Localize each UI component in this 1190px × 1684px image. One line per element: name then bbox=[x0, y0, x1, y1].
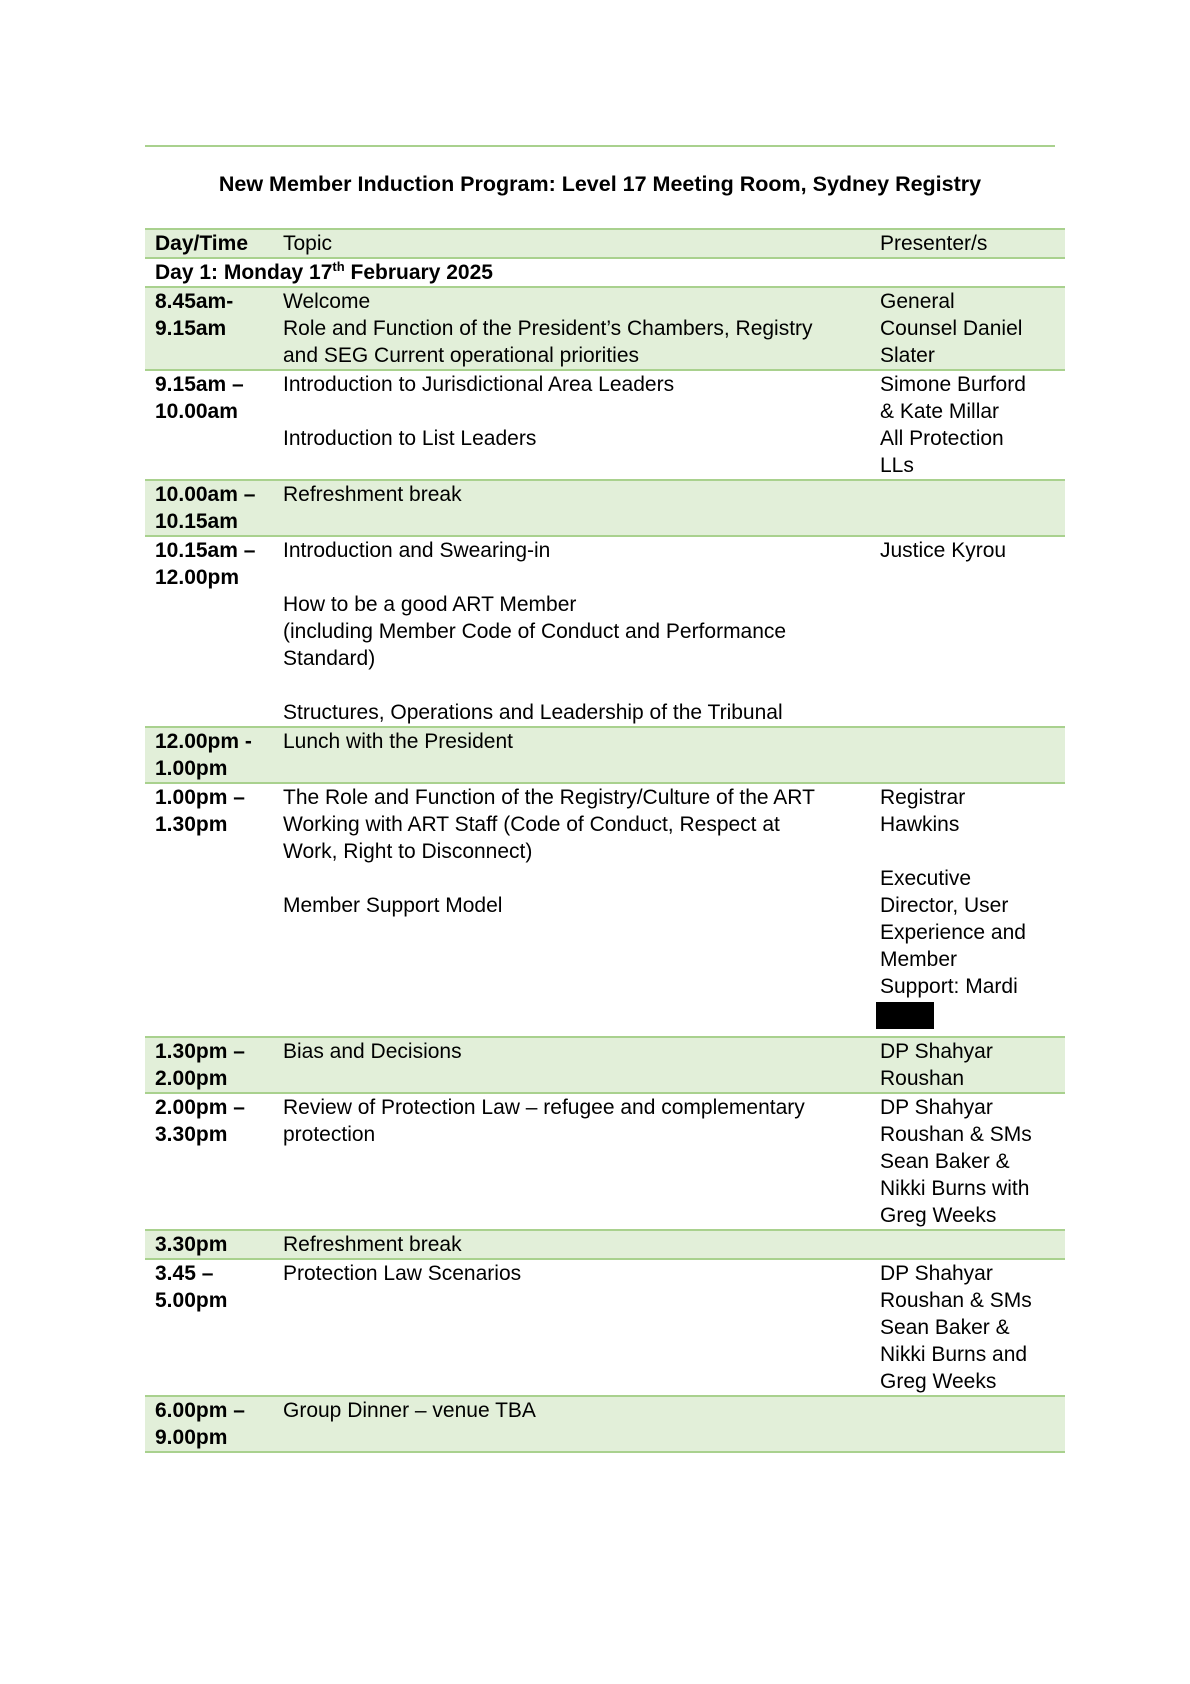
time-line: 1.30pm – bbox=[155, 1040, 245, 1063]
table-row bbox=[145, 287, 1065, 370]
presenter-line: General bbox=[880, 290, 955, 313]
table-row bbox=[145, 1093, 1065, 1230]
time-line: 3.45 – bbox=[155, 1262, 214, 1285]
time-line: 1.30pm bbox=[155, 813, 228, 836]
table-row bbox=[145, 1396, 1065, 1452]
presenter-line: Support: Mardi bbox=[880, 975, 1018, 998]
presenter-line: Counsel Daniel bbox=[880, 317, 1023, 340]
topic-cell bbox=[273, 480, 870, 536]
presenter-line: All Protection bbox=[880, 427, 1004, 450]
table-row bbox=[145, 1259, 1065, 1396]
time-cell bbox=[145, 1037, 273, 1093]
presenter-line: Member bbox=[880, 948, 958, 971]
time-cell bbox=[145, 370, 273, 480]
presenter-line: Greg Weeks bbox=[880, 1370, 997, 1393]
day-heading bbox=[145, 258, 1065, 287]
presenter-line: DP Shahyar bbox=[880, 1040, 993, 1063]
presenter-line: Sean Baker & bbox=[880, 1316, 1010, 1339]
presenter-line: Experience and bbox=[880, 921, 1026, 944]
topic-line: Role and Function of the President’s Chambers, Registry bbox=[283, 317, 813, 340]
presenter-line: Director, User bbox=[880, 894, 1009, 917]
presenter-line: Nikki Burns and bbox=[880, 1343, 1028, 1366]
topic-line: protection bbox=[283, 1123, 376, 1146]
time-line: 10.15am bbox=[155, 510, 238, 533]
day-heading-row bbox=[145, 258, 1065, 287]
topic-cell bbox=[273, 727, 870, 783]
time-line: 9.15am bbox=[155, 317, 227, 340]
topic-line: Work, Right to Disconnect) bbox=[283, 840, 533, 863]
presenter-cell bbox=[870, 727, 1065, 783]
topic-cell bbox=[273, 370, 870, 480]
topic-line: Standard) bbox=[283, 647, 376, 670]
topic-line: Introduction to List Leaders bbox=[283, 427, 537, 450]
time-cell bbox=[145, 1396, 273, 1452]
presenter-line: Greg Weeks bbox=[880, 1204, 997, 1227]
table-row bbox=[145, 480, 1065, 536]
topic-line bbox=[283, 865, 860, 892]
topic-cell bbox=[273, 783, 870, 1037]
presenter-line: DP Shahyar bbox=[880, 1262, 993, 1285]
time-line: 10.00am – bbox=[155, 483, 256, 506]
time-line: 8.45am- bbox=[155, 290, 234, 313]
topic-line: Member Support Model bbox=[283, 894, 503, 917]
presenter-line: Nikki Burns with bbox=[880, 1177, 1030, 1200]
table-row bbox=[145, 783, 1065, 1037]
time-cell bbox=[145, 536, 273, 727]
table-header-row bbox=[145, 229, 1065, 258]
presenter-line: DP Shahyar bbox=[880, 1096, 993, 1119]
presenter-line: Executive bbox=[880, 867, 972, 890]
topic-line bbox=[283, 564, 860, 591]
time-cell bbox=[145, 1259, 273, 1396]
time-line: 12.00pm bbox=[155, 566, 240, 589]
top-rule bbox=[145, 145, 1055, 147]
presenter-cell bbox=[870, 287, 1065, 370]
presenter-line: Simone Burford bbox=[880, 373, 1026, 396]
header-presenter: Presenter/s bbox=[870, 229, 1065, 258]
time-line: 1.00pm – bbox=[155, 786, 245, 809]
topic-line: The Role and Function of the Registry/Culture of the ART bbox=[283, 786, 815, 809]
topic-line: Working with ART Staff (Code of Conduct, Respect at bbox=[283, 813, 780, 836]
topic-line: How to be a good ART Member bbox=[283, 593, 577, 616]
program-table bbox=[145, 228, 1065, 1453]
time-cell bbox=[145, 783, 273, 1037]
presenter-line: Roushan & SMs bbox=[880, 1123, 1032, 1146]
time-line: 9.00pm bbox=[155, 1426, 228, 1449]
presenter-cell bbox=[870, 1093, 1065, 1230]
topic-line: Review of Protection Law – refugee and complementary bbox=[283, 1096, 805, 1119]
time-cell bbox=[145, 480, 273, 536]
time-line: 2.00pm bbox=[155, 1067, 228, 1090]
day-heading-suffix: February 2025 bbox=[344, 261, 493, 284]
topic-line: (including Member Code of Conduct and Performance bbox=[283, 620, 787, 643]
presenter-line: Roushan bbox=[880, 1067, 965, 1090]
topic-cell bbox=[273, 1230, 870, 1259]
redaction-block bbox=[876, 1002, 934, 1029]
presenter-cell bbox=[870, 783, 1065, 1037]
presenter-line bbox=[880, 838, 1055, 865]
topic-line: Lunch with the President bbox=[283, 730, 513, 753]
topic-line: Structures, Operations and Leadership of the Tribunal bbox=[283, 701, 783, 724]
presenter-cell bbox=[870, 480, 1065, 536]
presenter-cell bbox=[870, 1230, 1065, 1259]
topic-line: Group Dinner – venue TBA bbox=[283, 1399, 536, 1422]
presenter-line: Registrar bbox=[880, 786, 966, 809]
topic-cell bbox=[273, 1259, 870, 1396]
time-line: 10.00am bbox=[155, 400, 238, 423]
topic-line: Refreshment break bbox=[283, 1233, 462, 1256]
header-time: Day/Time bbox=[145, 229, 273, 258]
time-line: 5.00pm bbox=[155, 1289, 228, 1312]
time-line: 2.00pm – bbox=[155, 1096, 245, 1119]
topic-cell bbox=[273, 536, 870, 727]
time-cell bbox=[145, 1093, 273, 1230]
presenter-cell bbox=[870, 370, 1065, 480]
presenter-line: Justice Kyrou bbox=[880, 539, 1007, 562]
topic-line: Introduction to Jurisdictional Area Leaders bbox=[283, 373, 675, 396]
topic-line: Introduction and Swearing-in bbox=[283, 539, 551, 562]
time-cell bbox=[145, 1230, 273, 1259]
presenter-cell bbox=[870, 1037, 1065, 1093]
table-row bbox=[145, 727, 1065, 783]
time-line: 1.00pm bbox=[155, 757, 228, 780]
page-title: New Member Induction Program: Level 17 Meeting Room, Sydney Registry bbox=[218, 172, 982, 196]
header-topic: Topic bbox=[273, 229, 870, 258]
topic-line: Bias and Decisions bbox=[283, 1040, 462, 1063]
time-cell bbox=[145, 287, 273, 370]
time-line: 10.15am – bbox=[155, 539, 256, 562]
table-row bbox=[145, 1230, 1065, 1259]
day-heading-sup: th bbox=[332, 259, 345, 274]
time-line: 12.00pm - bbox=[155, 730, 252, 753]
table-row bbox=[145, 1037, 1065, 1093]
presenter-cell bbox=[870, 536, 1065, 727]
time-line: 6.00pm – bbox=[155, 1399, 245, 1422]
time-cell bbox=[145, 727, 273, 783]
topic-line bbox=[283, 398, 860, 425]
day-heading-prefix: Day 1: Monday 17 bbox=[155, 261, 333, 284]
topic-line: Welcome bbox=[283, 290, 371, 313]
presenter-cell bbox=[870, 1259, 1065, 1396]
topic-cell bbox=[273, 1037, 870, 1093]
time-line: 9.15am – bbox=[155, 373, 244, 396]
topic-cell bbox=[273, 1093, 870, 1230]
topic-line: and SEG Current operational priorities bbox=[283, 344, 640, 367]
topic-line: Protection Law Scenarios bbox=[283, 1262, 522, 1285]
time-line: 3.30pm bbox=[155, 1233, 228, 1256]
time-line: 3.30pm bbox=[155, 1123, 228, 1146]
presenter-line: LLs bbox=[880, 454, 914, 477]
topic-cell bbox=[273, 287, 870, 370]
presenter-line: Sean Baker & bbox=[880, 1150, 1010, 1173]
table-row bbox=[145, 370, 1065, 480]
topic-line: Refreshment break bbox=[283, 483, 462, 506]
presenter-cell bbox=[870, 1396, 1065, 1452]
presenter-line: Roushan & SMs bbox=[880, 1289, 1032, 1312]
topic-line bbox=[283, 672, 860, 699]
table-row bbox=[145, 536, 1065, 727]
topic-cell bbox=[273, 1396, 870, 1452]
presenter-line: Slater bbox=[880, 344, 935, 367]
presenter-line: Hawkins bbox=[880, 813, 960, 836]
presenter-line: & Kate Millar bbox=[880, 400, 1000, 423]
